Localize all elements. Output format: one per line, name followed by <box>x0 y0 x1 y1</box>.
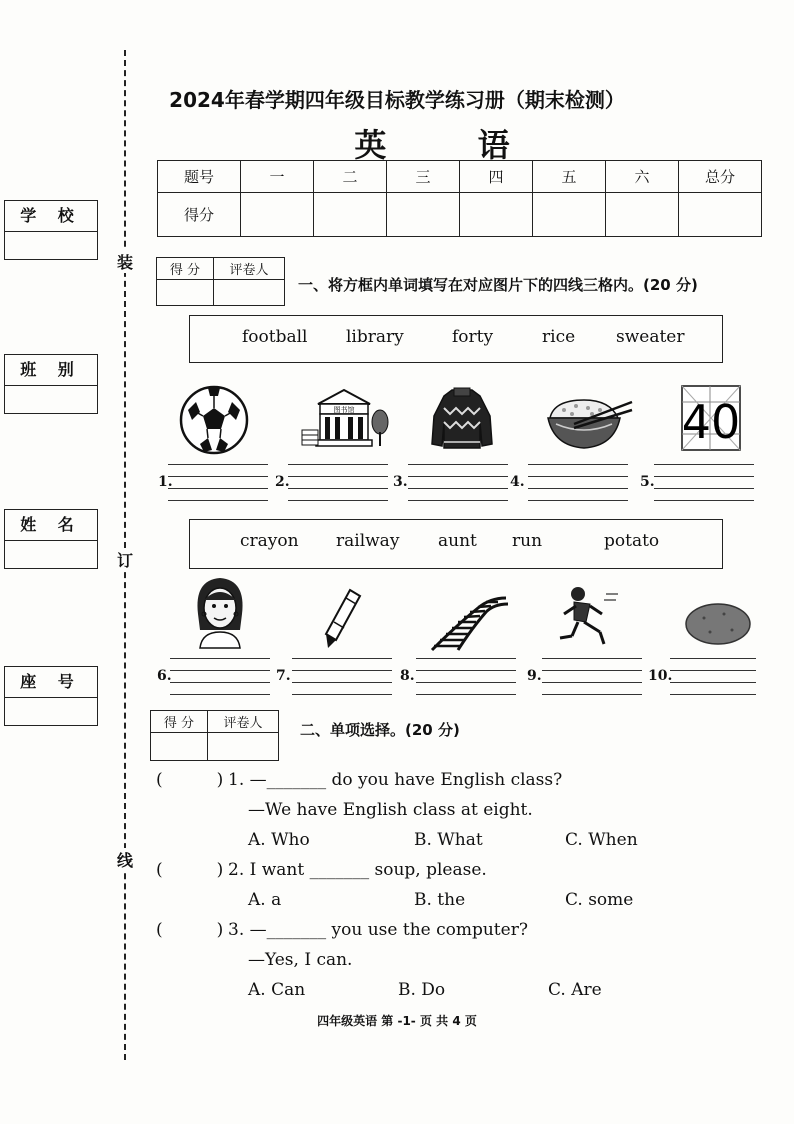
question-1-option-a[interactable]: A. Who <box>248 830 310 850</box>
question-1-stem: 1. —_______ do you have English class? <box>228 770 563 790</box>
word-box-2 <box>189 519 723 569</box>
grader-box-section2 <box>150 710 279 761</box>
word-library: library <box>346 327 404 347</box>
score-cell[interactable] <box>460 193 533 237</box>
seat-number-label: 座 号 <box>5 667 97 698</box>
potato-icon <box>684 600 752 648</box>
library-building-icon <box>298 386 390 450</box>
page-title: 2024年春学期四年级目标教学练习册（期末检测） <box>169 88 625 112</box>
answer-bracket-1[interactable]: ( ) <box>156 770 224 790</box>
item-number: 8. <box>400 668 415 684</box>
binding-mark-xian: 线 <box>117 848 133 871</box>
question-3-option-a[interactable]: A. Can <box>248 980 306 1000</box>
item-number: 7. <box>276 668 291 684</box>
grader-box-section1 <box>156 257 285 306</box>
rice-bowl-icon <box>544 394 634 454</box>
score-cell[interactable] <box>679 193 762 237</box>
railway-track-icon <box>428 594 510 652</box>
library-sign-text: 图书馆 <box>333 406 355 414</box>
question-2-option-b[interactable]: B. the <box>414 890 466 910</box>
question-3-follow: —Yes, I can. <box>248 950 353 970</box>
school-field[interactable] <box>4 200 98 260</box>
word-crayon: crayon <box>240 531 299 551</box>
question-3-stem: 3. —_______ you use the computer? <box>228 920 528 940</box>
word-box-1 <box>189 315 723 363</box>
item-number: 1. <box>158 474 173 490</box>
name-label: 姓 名 <box>5 510 97 541</box>
running-boy-icon <box>556 584 622 650</box>
item-number: 5. <box>640 474 655 490</box>
writing-lines-8[interactable] <box>416 658 516 696</box>
item-number: 3. <box>393 474 408 490</box>
score-table-header: 三 <box>387 161 460 193</box>
section1-instruction: 一、将方框内单词填写在对应图片下的四线三格内。(20 分) <box>298 276 698 294</box>
writing-lines-6[interactable] <box>170 658 270 696</box>
score-cell[interactable] <box>533 193 606 237</box>
word-run: run <box>512 531 543 551</box>
word-football: football <box>242 327 308 347</box>
question-1-option-b[interactable]: B. What <box>414 830 483 850</box>
score-table-header: 二 <box>314 161 387 193</box>
question-3-option-b[interactable]: B. Do <box>398 980 446 1000</box>
grader-score-cell[interactable] <box>151 733 208 761</box>
question-2-option-c[interactable]: C. some <box>565 890 634 910</box>
grader-score-label: 得 分 <box>151 711 208 733</box>
score-table-header: 题号 <box>158 161 241 193</box>
binding-mark-ding: 订 <box>117 548 133 571</box>
seat-number-field[interactable] <box>4 666 98 726</box>
grader-name-cell[interactable] <box>214 280 285 306</box>
crayon-icon <box>320 586 364 652</box>
woman-face-icon <box>190 574 250 650</box>
word-forty: forty <box>452 327 494 347</box>
grader-score-label: 得 分 <box>157 258 214 280</box>
word-sweater: sweater <box>616 327 685 347</box>
score-table-header: 五 <box>533 161 606 193</box>
word-railway: railway <box>336 531 400 551</box>
score-cell[interactable] <box>241 193 314 237</box>
word-potato: potato <box>604 531 660 551</box>
binding-mark-zhuang: 装 <box>117 250 133 273</box>
question-2-option-a[interactable]: A. a <box>248 890 282 910</box>
forty-number-text: 40 <box>681 395 741 449</box>
question-3-option-c[interactable]: C. Are <box>548 980 602 1000</box>
subject-title: 英 语 <box>354 126 550 164</box>
item-number: 4. <box>510 474 525 490</box>
word-aunt: aunt <box>438 531 477 551</box>
score-table-header: 六 <box>606 161 679 193</box>
item-number: 6. <box>157 668 172 684</box>
score-cell[interactable] <box>606 193 679 237</box>
writing-lines-4[interactable] <box>528 464 628 502</box>
grader-name-label: 评卷人 <box>214 258 285 280</box>
word-rice: rice <box>542 327 576 347</box>
class-label: 班 别 <box>5 355 97 386</box>
writing-lines-1[interactable] <box>168 464 268 502</box>
score-table-header: 四 <box>460 161 533 193</box>
writing-lines-5[interactable] <box>654 464 754 502</box>
score-cell[interactable] <box>314 193 387 237</box>
writing-lines-10[interactable] <box>670 658 756 696</box>
writing-lines-9[interactable] <box>542 658 642 696</box>
grader-name-label: 评卷人 <box>208 711 279 733</box>
writing-lines-7[interactable] <box>292 658 392 696</box>
score-table <box>157 160 762 237</box>
writing-lines-2[interactable] <box>288 464 388 502</box>
question-2-stem: 2. I want _______ soup, please. <box>228 860 487 880</box>
grader-name-cell[interactable] <box>208 733 279 761</box>
writing-lines-3[interactable] <box>408 464 508 502</box>
item-number: 9. <box>527 668 542 684</box>
class-field[interactable] <box>4 354 98 414</box>
grader-score-cell[interactable] <box>157 280 214 306</box>
sweater-icon <box>428 386 496 452</box>
score-table-header: 一 <box>241 161 314 193</box>
school-label: 学 校 <box>5 201 97 232</box>
score-cell[interactable] <box>387 193 460 237</box>
answer-bracket-2[interactable]: ( ) <box>156 860 224 880</box>
question-1-option-c[interactable]: C. When <box>565 830 638 850</box>
question-1-follow: —We have English class at eight. <box>248 800 533 820</box>
item-number: 2. <box>275 474 290 490</box>
item-number: 10. <box>648 668 673 684</box>
soccer-ball-icon <box>178 384 250 456</box>
page-footer: 四年级英语 第 -1- 页 共 4 页 <box>317 1014 477 1028</box>
section2-instruction: 二、单项选择。(20 分) <box>300 721 460 739</box>
name-field[interactable] <box>4 509 98 569</box>
answer-bracket-3[interactable]: ( ) <box>156 920 224 940</box>
score-row-label: 得分 <box>158 193 241 237</box>
score-table-header: 总分 <box>679 161 762 193</box>
number-forty-icon <box>680 384 742 452</box>
